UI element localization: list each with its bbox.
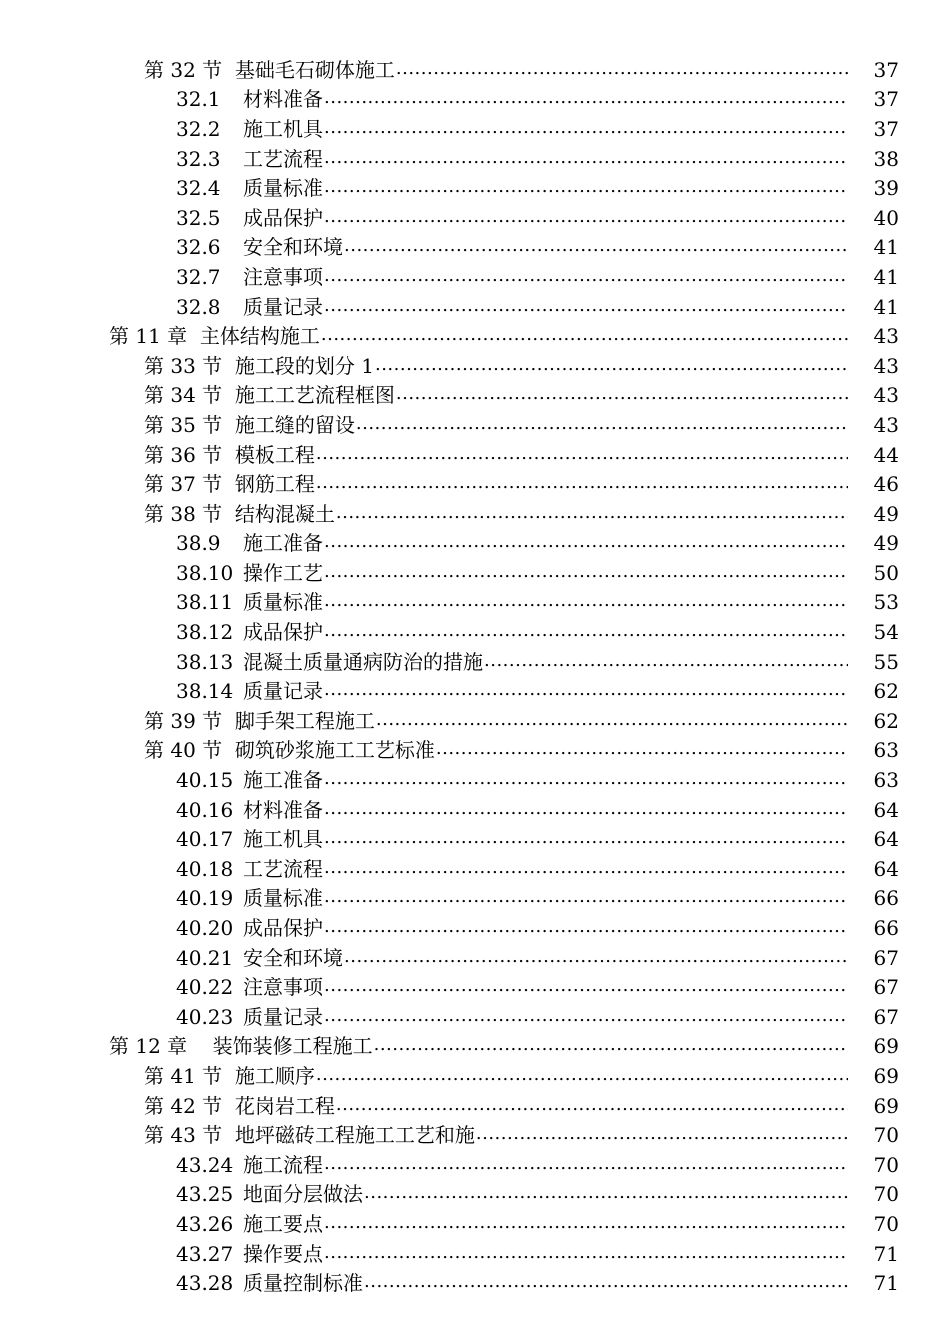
toc-entry[interactable]	[0, 1002, 950, 1032]
toc-entry[interactable]	[0, 736, 950, 766]
toc-entry-label: 成品保护	[243, 205, 323, 230]
toc-entry-title	[176, 768, 323, 793]
toc-entry[interactable]	[0, 588, 950, 618]
toc-entry-title	[144, 412, 355, 437]
toc-page-number: 63	[873, 738, 899, 763]
toc-entry-label: 施工准备	[243, 768, 323, 793]
toc-entry-label: 施工流程	[243, 1152, 323, 1177]
toc-entry-label: 质量记录	[243, 1004, 323, 1029]
toc-leader-dots	[316, 445, 848, 465]
toc-entry[interactable]	[0, 913, 950, 943]
toc-leader-dots	[324, 1244, 848, 1264]
toc-entry-label: 第 40 节 砌筑砂浆施工工艺标准	[144, 738, 435, 763]
toc-page-number: 43	[873, 324, 899, 349]
toc-leader-dots	[324, 622, 848, 642]
toc-entry-number: 32.2	[176, 116, 221, 141]
toc-entry[interactable]	[0, 85, 950, 115]
toc-page-number: 64	[873, 797, 899, 822]
toc-entry-number: 43.25	[176, 1182, 234, 1207]
toc-page-number: 39	[873, 176, 899, 201]
toc-entry-label: 质量控制标准	[243, 1271, 363, 1296]
toc-entry[interactable]	[0, 203, 950, 233]
toc-page-number: 49	[873, 531, 899, 556]
toc-entry[interactable]	[0, 884, 950, 914]
toc-entry-title	[176, 560, 323, 585]
toc-entry-title	[176, 264, 323, 289]
toc-entry-label: 注意事项	[243, 264, 323, 289]
toc-entry[interactable]	[0, 1091, 950, 1121]
toc-entry-label: 第 11 章 主体结构施工	[109, 324, 320, 349]
toc-entry[interactable]	[0, 765, 950, 795]
toc-entry-title	[176, 649, 483, 674]
toc-entry-label: 施工机具	[243, 116, 323, 141]
toc-page-number: 66	[873, 916, 899, 941]
toc-entry-title	[144, 501, 335, 526]
toc-leader-dots	[476, 1125, 848, 1145]
toc-page-number: 70	[873, 1152, 899, 1177]
toc-page-number: 62	[873, 708, 899, 733]
toc-entry-title	[176, 205, 323, 230]
toc-leader-dots	[336, 1096, 848, 1116]
toc-entry-number: 32.4	[176, 176, 221, 201]
toc-entry[interactable]	[0, 1239, 950, 1269]
toc-entry-number: 32.8	[176, 294, 221, 319]
toc-entry-title	[176, 1152, 323, 1177]
toc-page-number: 66	[873, 886, 899, 911]
toc-entry[interactable]	[0, 824, 950, 854]
toc-page-number: 67	[873, 975, 899, 1000]
toc-page-number: 43	[873, 412, 899, 437]
toc-entry-label: 第 38 节 结构混凝土	[144, 501, 335, 526]
toc-entry[interactable]	[0, 381, 950, 411]
toc-entry-label: 材料准备	[243, 797, 323, 822]
toc-page-number: 69	[873, 1063, 899, 1088]
toc-entry-title	[176, 679, 323, 704]
toc-entry[interactable]	[0, 854, 950, 884]
toc-entry-title	[144, 1093, 335, 1118]
toc-leader-dots	[344, 237, 848, 257]
toc-page-number: 53	[873, 590, 899, 615]
toc-entry-number: 43.24	[176, 1152, 234, 1177]
toc-entry-label: 安全和环境	[243, 235, 343, 260]
toc-leader-dots	[436, 740, 848, 760]
toc-entry-label: 第 36 节 模板工程	[144, 442, 315, 467]
toc-entry[interactable]	[0, 1032, 950, 1062]
toc-entry-label: 工艺流程	[243, 856, 323, 881]
toc-entry-title	[176, 916, 323, 941]
toc-entry-title	[144, 738, 435, 763]
toc-entry-label: 地面分层做法	[243, 1182, 363, 1207]
toc-leader-dots	[324, 149, 848, 169]
toc-page-number: 46	[873, 472, 899, 497]
toc-entry-label: 第 41 节 施工顺序	[144, 1063, 315, 1088]
toc-page-number: 67	[873, 945, 899, 970]
toc-leader-dots	[375, 356, 848, 376]
toc-entry-label: 第 32 节 基础毛石砌体施工	[144, 57, 395, 82]
toc-page-number: 41	[873, 264, 899, 289]
table-of-contents	[0, 55, 950, 1298]
toc-entry-title	[109, 324, 320, 349]
toc-entry[interactable]	[0, 1150, 950, 1180]
toc-entry-number: 32.5	[176, 205, 221, 230]
toc-entry-label: 施工要点	[243, 1211, 323, 1236]
toc-entry-label: 材料准备	[243, 87, 323, 112]
toc-entry-title	[176, 1211, 323, 1236]
toc-entry-label: 质量记录	[243, 679, 323, 704]
toc-entry[interactable]	[0, 706, 950, 736]
toc-entry-title	[144, 472, 315, 497]
toc-leader-dots	[396, 60, 848, 80]
toc-leader-dots	[376, 711, 848, 731]
toc-entry-label: 操作工艺	[243, 560, 323, 585]
toc-leader-dots	[324, 119, 848, 139]
toc-leader-dots	[364, 1184, 848, 1204]
toc-leader-dots	[324, 592, 848, 612]
toc-entry[interactable]	[0, 351, 950, 381]
toc-page-number: 64	[873, 827, 899, 852]
toc-entry[interactable]	[0, 943, 950, 973]
toc-entry-title	[176, 87, 323, 112]
toc-entry[interactable]	[0, 1120, 950, 1150]
toc-entry-title	[176, 590, 323, 615]
toc-entry[interactable]	[0, 676, 950, 706]
toc-page-number: 37	[873, 116, 899, 141]
toc-entry-number: 38.11	[176, 590, 234, 615]
toc-entry-label: 质量记录	[243, 294, 323, 319]
toc-leader-dots	[324, 800, 848, 820]
toc-entry[interactable]	[0, 144, 950, 174]
toc-leader-dots	[324, 89, 848, 109]
toc-page-number: 64	[873, 856, 899, 881]
toc-leader-dots	[324, 770, 848, 790]
toc-entry-title	[109, 1034, 373, 1059]
toc-entry[interactable]	[0, 972, 950, 1002]
toc-entry-number: 38.10	[176, 560, 234, 585]
toc-leader-dots	[324, 681, 848, 701]
toc-leader-dots	[324, 208, 848, 228]
toc-entry-label: 施工机具	[243, 827, 323, 852]
toc-entry-title	[176, 975, 323, 1000]
toc-entry[interactable]	[0, 410, 950, 440]
toc-entry-title	[144, 383, 395, 408]
toc-leader-dots	[324, 1214, 848, 1234]
toc-leader-dots	[344, 948, 848, 968]
toc-page-number: 41	[873, 294, 899, 319]
toc-entry-title	[176, 945, 343, 970]
toc-entry-label: 成品保护	[243, 620, 323, 645]
toc-entry-title	[176, 886, 323, 911]
toc-leader-dots	[356, 415, 848, 435]
toc-page-number: 37	[873, 57, 899, 82]
toc-entry-title	[144, 57, 395, 82]
toc-entry-number: 40.15	[176, 768, 234, 793]
toc-leader-dots	[484, 652, 848, 672]
toc-entry-title	[176, 797, 323, 822]
toc-leader-dots	[324, 918, 848, 938]
toc-leader-dots	[324, 888, 848, 908]
toc-entry-title	[176, 1271, 363, 1296]
toc-leader-dots	[316, 1066, 848, 1086]
toc-entry-title	[144, 708, 375, 733]
toc-entry[interactable]	[0, 233, 950, 263]
toc-leader-dots	[374, 1036, 848, 1056]
toc-entry-label: 施工准备	[243, 531, 323, 556]
toc-entry-label: 成品保护	[243, 916, 323, 941]
toc-entry-number: 40.19	[176, 886, 234, 911]
toc-entry-number: 40.16	[176, 797, 234, 822]
toc-entry-label: 第 42 节 花岗岩工程	[144, 1093, 335, 1118]
toc-entry-title	[176, 235, 343, 260]
toc-entry[interactable]	[0, 292, 950, 322]
toc-page-number: 69	[873, 1034, 899, 1059]
toc-entry-number: 40.18	[176, 856, 234, 881]
toc-leader-dots	[324, 1007, 848, 1027]
toc-entry[interactable]	[0, 262, 950, 292]
toc-page-number: 54	[873, 620, 899, 645]
toc-page-number: 40	[873, 205, 899, 230]
toc-page-number: 49	[873, 501, 899, 526]
toc-leader-dots	[324, 859, 848, 879]
toc-entry-label: 混凝土质量通病防治的措施	[243, 649, 483, 674]
toc-entry-title	[176, 1182, 363, 1207]
toc-leader-dots	[321, 326, 848, 346]
toc-entry-title	[144, 353, 374, 378]
toc-leader-dots	[316, 474, 848, 494]
toc-entry-title	[176, 856, 323, 881]
toc-leader-dots	[364, 1273, 848, 1293]
toc-entry[interactable]	[0, 55, 950, 85]
toc-entry-number: 43.27	[176, 1241, 234, 1266]
toc-entry-title	[144, 1063, 315, 1088]
toc-entry-title	[176, 1004, 323, 1029]
toc-page-number: 69	[873, 1093, 899, 1118]
toc-entry[interactable]	[0, 321, 950, 351]
toc-entry-label: 第 12 章 装饰装修工程施工	[109, 1034, 373, 1059]
toc-page-number: 44	[873, 442, 899, 467]
toc-entry-number: 40.17	[176, 827, 234, 852]
toc-entry-label: 第 35 节 施工缝的留设	[144, 412, 355, 437]
toc-leader-dots	[336, 504, 848, 524]
toc-leader-dots	[324, 267, 848, 287]
toc-entry-title	[176, 531, 323, 556]
toc-entry-label: 质量标准	[243, 886, 323, 911]
toc-leader-dots	[324, 533, 848, 553]
toc-entry-label: 质量标准	[243, 176, 323, 201]
toc-entry-label: 工艺流程	[243, 146, 323, 171]
toc-entry-label: 安全和环境	[243, 945, 343, 970]
toc-entry[interactable]	[0, 1061, 950, 1091]
toc-entry[interactable]	[0, 617, 950, 647]
toc-leader-dots	[324, 977, 848, 997]
toc-entry[interactable]	[0, 1268, 950, 1298]
toc-entry-number: 40.21	[176, 945, 234, 970]
toc-entry-title	[176, 146, 323, 171]
toc-entry-number: 43.26	[176, 1211, 234, 1236]
toc-entry[interactable]	[0, 558, 950, 588]
toc-entry-label: 第 37 节 钢筋工程	[144, 472, 315, 497]
toc-entry-title	[144, 442, 315, 467]
toc-entry-number: 32.7	[176, 264, 221, 289]
toc-page-number: 41	[873, 235, 899, 260]
toc-entry-number: 32.3	[176, 146, 221, 171]
toc-entry-label: 第 39 节 脚手架工程施工	[144, 708, 375, 733]
toc-page-number: 55	[873, 649, 899, 674]
toc-entry[interactable]	[0, 647, 950, 677]
toc-page-number: 62	[873, 679, 899, 704]
toc-leader-dots	[324, 297, 848, 317]
toc-entry-label: 质量标准	[243, 590, 323, 615]
toc-entry-number: 43.28	[176, 1271, 234, 1296]
toc-page-number: 43	[873, 353, 899, 378]
toc-entry-number: 40.23	[176, 1004, 234, 1029]
toc-entry-number: 40.20	[176, 916, 234, 941]
toc-entry[interactable]	[0, 114, 950, 144]
toc-entry-label: 第 34 节 施工工艺流程框图	[144, 383, 395, 408]
toc-entry[interactable]	[0, 469, 950, 499]
toc-entry[interactable]	[0, 440, 950, 470]
toc-entry-label: 操作要点	[243, 1241, 323, 1266]
toc-page-number: 50	[873, 560, 899, 585]
toc-entry[interactable]	[0, 1180, 950, 1210]
toc-entry-title	[176, 294, 323, 319]
toc-entry-number: 38.9	[176, 531, 221, 556]
toc-entry-title	[176, 116, 323, 141]
toc-page-number: 38	[873, 146, 899, 171]
toc-entry[interactable]	[0, 795, 950, 825]
toc-entry-number: 38.13	[176, 649, 234, 674]
toc-page-number: 70	[873, 1211, 899, 1236]
toc-leader-dots	[396, 385, 848, 405]
toc-entry-label: 第 43 节 地坪磁砖工程施工工艺和施	[144, 1123, 475, 1148]
toc-entry-title	[176, 620, 323, 645]
toc-entry-title	[176, 1241, 323, 1266]
toc-entry-label: 注意事项	[243, 975, 323, 1000]
toc-leader-dots	[324, 178, 848, 198]
toc-page-number: 71	[873, 1271, 899, 1296]
toc-entry-number: 32.6	[176, 235, 221, 260]
toc-entry-title	[144, 1123, 475, 1148]
toc-entry[interactable]	[0, 173, 950, 203]
toc-leader-dots	[324, 1155, 848, 1175]
toc-page-number: 63	[873, 768, 899, 793]
toc-entry[interactable]	[0, 499, 950, 529]
toc-page-number: 71	[873, 1241, 899, 1266]
toc-page-number: 37	[873, 87, 899, 112]
toc-entry-label: 第 33 节 施工段的划分 1	[144, 353, 374, 378]
toc-page-number: 70	[873, 1182, 899, 1207]
toc-entry-number: 40.22	[176, 975, 234, 1000]
toc-entry-number: 38.14	[176, 679, 234, 704]
toc-entry-number: 38.12	[176, 620, 234, 645]
toc-entry-title	[176, 176, 323, 201]
toc-page-number: 70	[873, 1123, 899, 1148]
toc-leader-dots	[324, 563, 848, 583]
toc-entry[interactable]	[0, 1209, 950, 1239]
toc-page-number: 67	[873, 1004, 899, 1029]
toc-page-number: 43	[873, 383, 899, 408]
toc-entry-title	[176, 827, 323, 852]
toc-leader-dots	[324, 829, 848, 849]
toc-entry-number: 32.1	[176, 87, 221, 112]
toc-entry[interactable]	[0, 529, 950, 559]
